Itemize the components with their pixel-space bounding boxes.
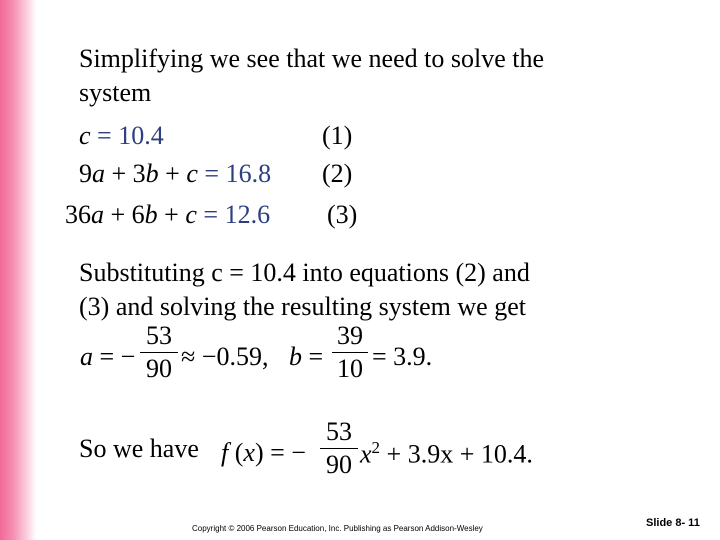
substitution-line-1: Substituting c = 10.4 into equations (2) and (79, 258, 530, 287)
equation-2-tag: (2) (322, 159, 353, 188)
equation-1-tag: (1) (322, 121, 353, 150)
result-denominator: 90 (326, 450, 352, 479)
solution-a-numerator: 53 (146, 321, 172, 350)
solution-b-numerator: 39 (337, 321, 363, 350)
substitution-line-2: (3) and solving the resulting system we get (79, 292, 526, 321)
solution-b-denominator: 10 (337, 354, 363, 383)
solution-a-denominator: 90 (146, 354, 172, 383)
intro-line-2: system (79, 78, 152, 107)
solution-a-approx: ≈ −0.59, (181, 342, 269, 371)
result-numerator: 53 (326, 417, 352, 446)
var-c: c (79, 121, 91, 150)
equation-3-tag: (3) (327, 200, 358, 229)
decorative-side-bar (0, 0, 36, 540)
equation-2-rhs: 16.8 (225, 159, 272, 188)
solution-a-lhs: a = − (80, 342, 136, 371)
footer-copyright: Copyright © 2006 Pearson Education, Inc. Publishing as Pearson Addison-Wesley (192, 524, 483, 533)
equation-3: 36a + 6b + c = 12.6 (65, 200, 271, 229)
solution-b-fraction (332, 322, 368, 383)
equation-2: 9a + 3b + c = 16.8 (79, 159, 272, 188)
result-fraction (320, 418, 358, 479)
slide-number: Slide 8- 11 (646, 517, 700, 529)
equation-1: c = 10.4 (79, 121, 164, 150)
solution-a-fraction (140, 322, 178, 383)
result-lead: So we have (79, 434, 199, 463)
result-function-lhs: f (x) = − (221, 438, 306, 467)
intro-line-1: Simplifying we see that we need to solve the (79, 44, 545, 73)
solution-b-value: = 3.9. (372, 342, 433, 371)
equation-3-rhs: 12.6 (224, 200, 271, 229)
result-tail: $x^2 + 3.9x + 10.4$. (360, 438, 533, 469)
solution-b-lhs: b = (289, 342, 324, 371)
equation-1-rhs: 10.4 (118, 121, 164, 150)
